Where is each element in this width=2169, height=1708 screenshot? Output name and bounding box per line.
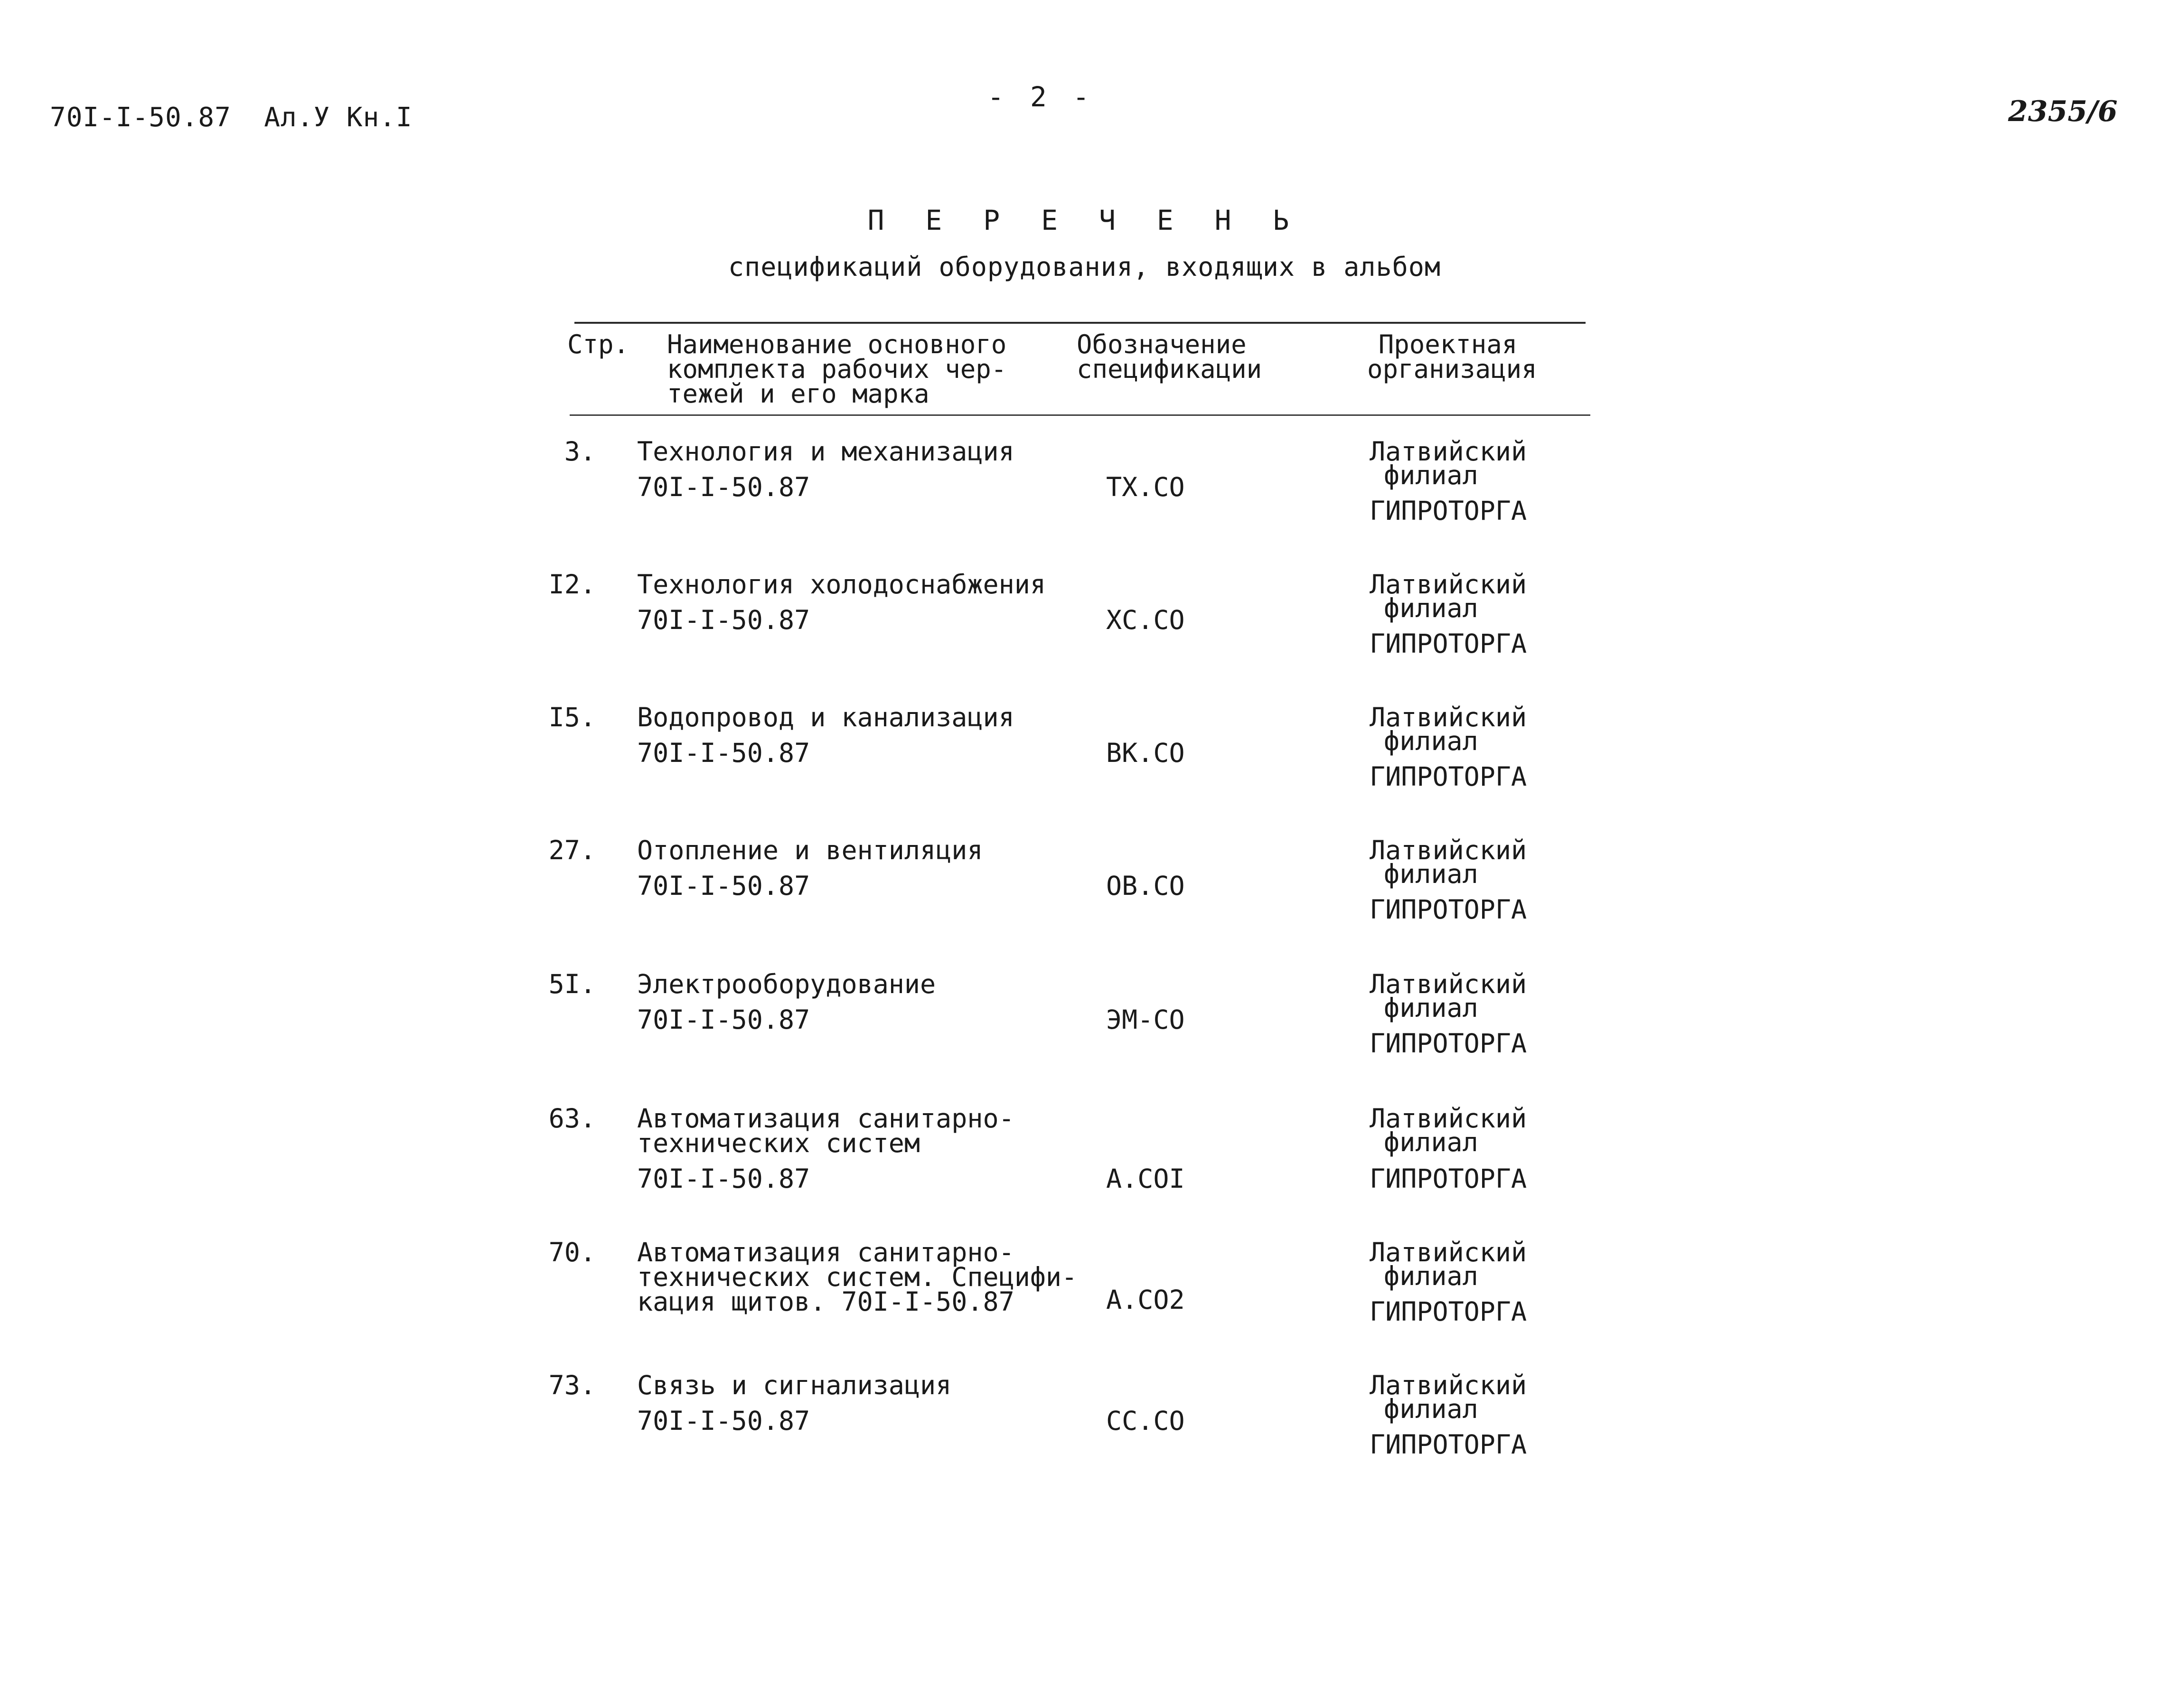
column-header-name: Наименование основного комплекта рабочих чер- тежей и его марка [667,329,1007,409]
table-header-rule [570,414,1590,416]
row-page-number: I2. [548,569,596,600]
row-org-line1: Латвийский [1370,702,1527,732]
document-subtitle: спецификаций оборудования, входящих в альбом [728,252,1441,282]
row-org-line2: филиал [1384,1261,1478,1291]
row-name: Отопление и вентиляция [637,835,983,865]
row-page-number: 27. [548,835,596,865]
row-org-line1: Латвийский [1370,1103,1527,1134]
row-name: Электрооборудование [637,969,936,999]
row-code: 70I-I-50.87 [637,1164,810,1194]
page-number: - 2 - [987,81,1094,113]
row-org-line1: Латвийский [1370,1237,1527,1267]
row-spec-designation: ВК.СО [1106,738,1185,768]
row-org-line3: ГИПРОТОРГА [1370,761,1527,792]
row-spec-designation: А.СОI [1106,1164,1185,1194]
row-page-number: 70. [548,1237,596,1267]
row-org-line3: ГИПРОТОРГА [1370,496,1527,526]
row-org-line1: Латвийский [1370,569,1527,600]
row-org-line3: ГИПРОТОРГА [1370,1164,1527,1194]
row-org-line2: филиал [1384,1127,1478,1157]
row-spec-designation: ЭМ-СО [1106,1004,1185,1035]
row-code: 70I-I-50.87 [637,871,810,901]
row-org-line2: филиал [1384,859,1478,889]
row-page-number: 5I. [548,969,596,999]
row-name: Автоматизация санитарно- технических систем. Специфи- кация щитов. 70I-I-50.87 [637,1237,1078,1317]
row-page-number: 73. [548,1370,596,1400]
row-org-line2: филиал [1384,1394,1478,1424]
row-name: Технология и механизация [637,436,1014,467]
row-name: Технология холодоснабжения [637,569,1046,600]
row-spec-designation: ХС.СО [1106,605,1185,635]
column-header-organization: Проектная организация [1367,329,1537,384]
row-org-line3: ГИПРОТОРГА [1370,629,1527,659]
row-org-line1: Латвийский [1370,969,1527,999]
row-code: 70I-I-50.87 [637,738,810,768]
document-title: П Е Р Е Ч Е Н Ь [867,204,1302,236]
row-code: 70I-I-50.87 [637,472,810,502]
row-org-line1: Латвийский [1370,436,1527,467]
row-page-number: I5. [548,702,596,732]
row-name: Водопровод и канализация [637,702,1014,732]
row-code: 70I-I-50.87 [637,1004,810,1035]
row-org-line3: ГИПРОТОРГА [1370,1296,1527,1327]
row-code: 70I-I-50.87 [637,1406,810,1436]
row-spec-designation: ТХ.СО [1106,472,1185,502]
row-org-line1: Латвийский [1370,835,1527,865]
row-org-line2: филиал [1384,993,1478,1023]
row-org-line2: филиал [1384,460,1478,490]
row-org-line1: Латвийский [1370,1370,1527,1400]
row-name: Связь и сигнализация [637,1370,952,1400]
row-org-line3: ГИПРОТОРГА [1370,894,1527,925]
row-page-number: 3. [564,436,596,467]
row-name: Автоматизация санитарно- технических систем [637,1103,1014,1158]
row-code: 70I-I-50.87 [637,605,810,635]
column-header-designation: Обозначение спецификации [1077,329,1262,384]
column-header-page: Стр. [567,329,629,359]
archive-number: 2355/6 [2008,95,2118,128]
row-org-line2: филиал [1384,726,1478,756]
row-page-number: 63. [548,1103,596,1134]
row-spec-designation: СС.СО [1106,1406,1185,1436]
row-org-line3: ГИПРОТОРГА [1370,1429,1527,1460]
row-spec-designation: А.СО2 [1106,1285,1185,1315]
table-top-rule [574,322,1586,324]
document-code: 70I-I-50.87 Ал.У Кн.I [50,102,413,133]
row-org-line3: ГИПРОТОРГА [1370,1028,1527,1059]
row-spec-designation: ОВ.СО [1106,871,1185,901]
row-org-line2: филиал [1384,593,1478,623]
